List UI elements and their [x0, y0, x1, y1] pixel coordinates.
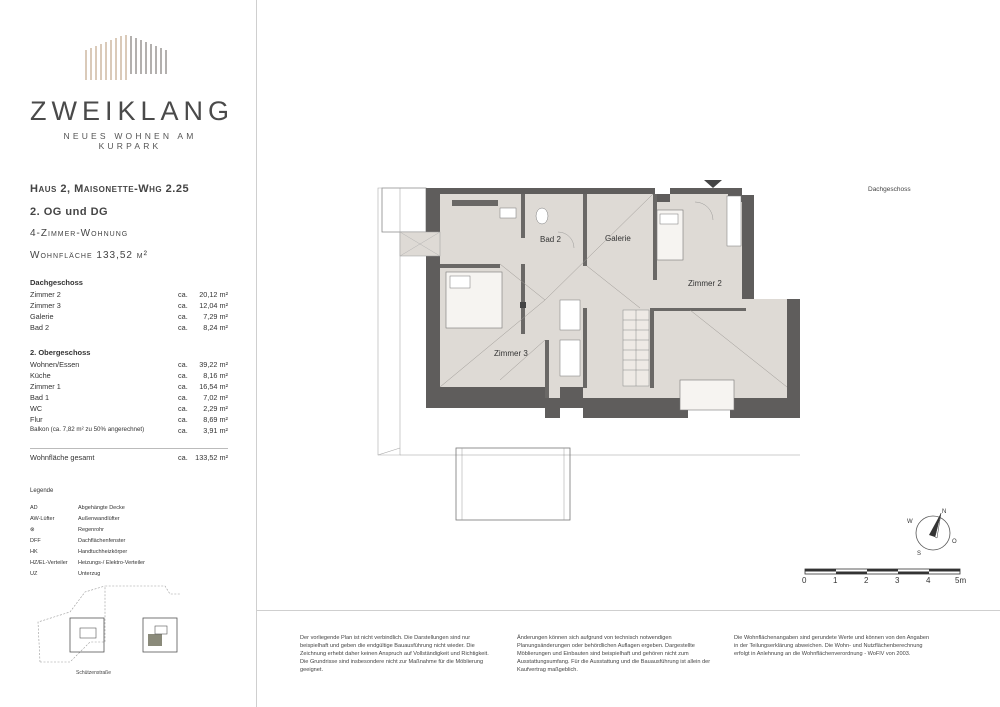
scale-bar: [804, 568, 964, 576]
unit-type: 4-Zimmer-Wohnung: [30, 228, 129, 239]
area-row: Bad 2 ca. 8,24 m²: [30, 323, 228, 332]
scale-label: 3: [895, 576, 900, 585]
legend-title: Legende: [30, 488, 54, 494]
scale-label: 1: [833, 576, 838, 585]
total-row: Wohnfläche gesamt ca. 133,52 m²: [30, 453, 228, 462]
scale-label: 5m: [955, 576, 967, 585]
legend-item: HZ/EL-Verteiler Heizungs-/ Elektro-Verteiler: [30, 560, 145, 566]
footer-divider: [256, 610, 1000, 611]
unit-floors: 2. OG und DG: [30, 206, 109, 218]
legend-item: HK Handtuchheizkörper: [30, 549, 128, 555]
room-label-bad2: Bad 2: [540, 235, 561, 244]
scale-label: 2: [864, 576, 869, 585]
site-plan: [30, 582, 180, 668]
floor-plan: [370, 180, 810, 525]
logo-icon: [84, 34, 176, 82]
obergeschoss-title: 2. Obergeschoss: [30, 348, 91, 357]
area-row: Balkon (ca. 7,82 m² zu 50% angerechnet) ca. 3,91 m²: [30, 426, 228, 435]
disclaimer-text: Die Wohnflächenangaben sind gerundete Werte und können von den Angaben in der Teilungserklärung abweichen. Die Wohn- und Nutzflächenberechnung erfolgt in Anlehnung an die Wohnflächenverordnung - WoFlV von 2003.: [734, 635, 930, 657]
brand-tagline: NEUES WOHNEN AM KURPARK: [63, 131, 197, 151]
brand-name: ZWEIKLANG: [30, 96, 235, 126]
compass-w: W: [907, 519, 913, 525]
area-row: Wohnen/Essen ca. 39,22 m²: [30, 360, 228, 369]
area-row: Zimmer 1 ca. 16,54 m²: [30, 382, 228, 391]
dachgeschoss-title: Dachgeschoss: [30, 278, 83, 287]
compass-icon: [905, 505, 961, 561]
area-row: Zimmer 3 ca. 12,04 m²: [30, 301, 228, 310]
info-sidebar: [0, 0, 257, 707]
legend-item: ⊗ Regenrohr: [30, 527, 104, 533]
legend-item: AD Abgehängte Decke: [30, 505, 125, 511]
compass-o: O: [952, 539, 957, 545]
scale-label: 4: [926, 576, 931, 585]
area-row: Bad 1 ca. 7,02 m²: [30, 393, 228, 402]
total-divider: [30, 448, 228, 449]
area-row: WC ca. 2,29 m²: [30, 404, 228, 413]
disclaimer-text: Änderungen können sich aufgrund von technisch notwendigen Planungsänderungen oder behördlichen Auflagen ergeben. Dargestellte Möblierungen und Einbauten sind beispielhaft und gehören nicht zum Ausstattungsumfang. Für die Ausstattung und die Bauausführung ist allein der Kaufvertrag maßgeblich.: [517, 635, 711, 673]
area-row: Galerie ca. 7,29 m²: [30, 312, 228, 321]
unit-title: Haus 2, Maisonette-Whg 2.25: [30, 183, 190, 195]
unit-area: Wohnfläche 133,52 m²: [30, 250, 148, 261]
room-label-zimmer3: Zimmer 3: [494, 349, 528, 358]
disclaimer-text: Der vorliegende Plan ist nicht verbindlich. Die Darstellungen sind nur beispielhaft und geben die endgültige Bauausführung nicht wieder. Die Zeichnung erhebt daher keinen Anspruch auf Vollständigkeit und Richtigkeit. Die Grundrisse sind insbesondere nicht zur Maßnahme für die Möblierung geeignet.: [300, 635, 489, 673]
legend-item: AW-Lüfter Außenwandlüfter: [30, 516, 120, 522]
area-row: Zimmer 2 ca. 20,12 m²: [30, 290, 228, 299]
room-label-galerie: Galerie: [605, 234, 631, 243]
floor-label: Dachgeschoss: [868, 186, 911, 193]
scale-label: 0: [802, 576, 807, 585]
legend-item: UZ Unterzug: [30, 571, 101, 577]
area-row: Flur ca. 8,69 m²: [30, 415, 228, 424]
street-label: Schützenstraße: [76, 670, 112, 676]
compass-s: S: [917, 551, 922, 557]
room-label-zimmer2: Zimmer 2: [688, 279, 722, 288]
legend-item: DFF Dachflächenfenster: [30, 538, 126, 544]
area-row: Küche ca. 8,16 m²: [30, 371, 228, 380]
compass-n: N: [942, 509, 947, 515]
